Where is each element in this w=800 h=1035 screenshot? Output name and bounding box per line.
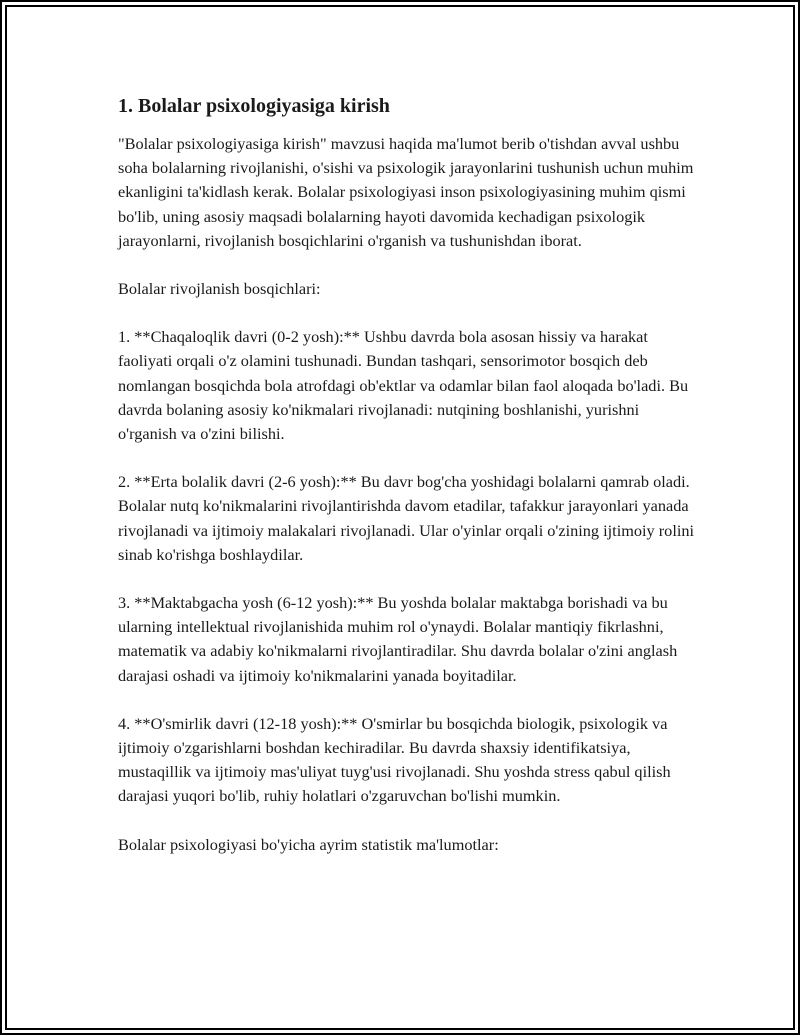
section-heading: 1. Bolalar psixologiyasiga kirish — [118, 95, 390, 117]
statistics-intro-paragraph: Bolalar psixologiyasi bo'yicha ayrim statistik ma'lumotlar: — [118, 834, 499, 854]
stage-early-childhood-paragraph: 2. **Erta bolalik davri (2-6 yosh):** Bu davr bog'cha yoshidagi bolalarni qamrab oladi. Bolalar nutq ko'nikmalarini rivojlantirishda davom etadilar, tafakkur jarayonlari yanada rivojlanadi va ijtimoiy malakalari rivojlanadi. Ular o'yinlar orqali o'zining ijtimoiy rolini sinab ko'rishga boshlaydilar. — [118, 472, 695, 564]
document-body — [118, 92, 698, 881]
stage-school-age-paragraph: 3. **Maktabgacha yosh (6-12 yosh):** Bu yoshda bolalar maktabga borishadi va bu ularning intellektual rivojlanishida muhim rol o'ynaydi. Bolalar mantiqiy fikrlashni, matematik va adabiy ko'nikmalarni rivojlantiradilar. Shu davrda bolalar o'zini anglash darajasi oshadi va ijtimoiy ko'nikmalarini yanada boyitadilar. — [118, 593, 678, 685]
stages-intro-paragraph: Bolalar rivojlanish bosqichlari: — [118, 279, 321, 299]
stage-infancy-paragraph: 1. **Chaqaloqlik davri (0-2 yosh):** Ushbu davrda bola asosan hissiy va harakat faoliyati orqali o'z olamini tushunadi. Bundan tashqari, sensorimotor bosqich deb nomlangan bosqichda bola atrofdagi ob'ektlar va odamlar bilan faol aloqada bo'ladi. Bu davrda bolaning asosiy ko'nikmalari rivojlanadi: nutqining boshlanishi, yurishni o'rganish va o'zini bilishi. — [118, 327, 689, 444]
stage-adolescence-paragraph: 4. **O'smirlik davri (12-18 yosh):** O'smirlar bu bosqichda biologik, psixologik va ijtimoiy o'zgarishlarni boshdan kechiradilar. Bu davrda shaxsiy identifikatsiya, mustaqillik va ijtimoiy mas'uliyat tuyg'usi rivojlanadi. Shu yoshda stress qabul qilish darajasi yuqori bo'lib, ruhiy holatlari o'zgaruvchan bo'lishi mumkin. — [118, 713, 671, 806]
intro-paragraph: "Bolalar psixologiyasiga kirish" mavzusi haqida ma'lumot berib o'tishdan avval ushbu soha bolalarning rivojlanishi, o'sishi va psixologik jarayonlarini tushunish uchun muhim ekanligini ta'kidlash kerak. Bolalar psixologiyasi inson psixologiyasining muhim qismi bo'lib, uning asosiy maqsadi bolalarning hayoti davomida kechadigan psixologik jarayonlarni, rivojlanish bosqichlarini o'rganish va tushunishdan iborat. — [118, 134, 694, 250]
